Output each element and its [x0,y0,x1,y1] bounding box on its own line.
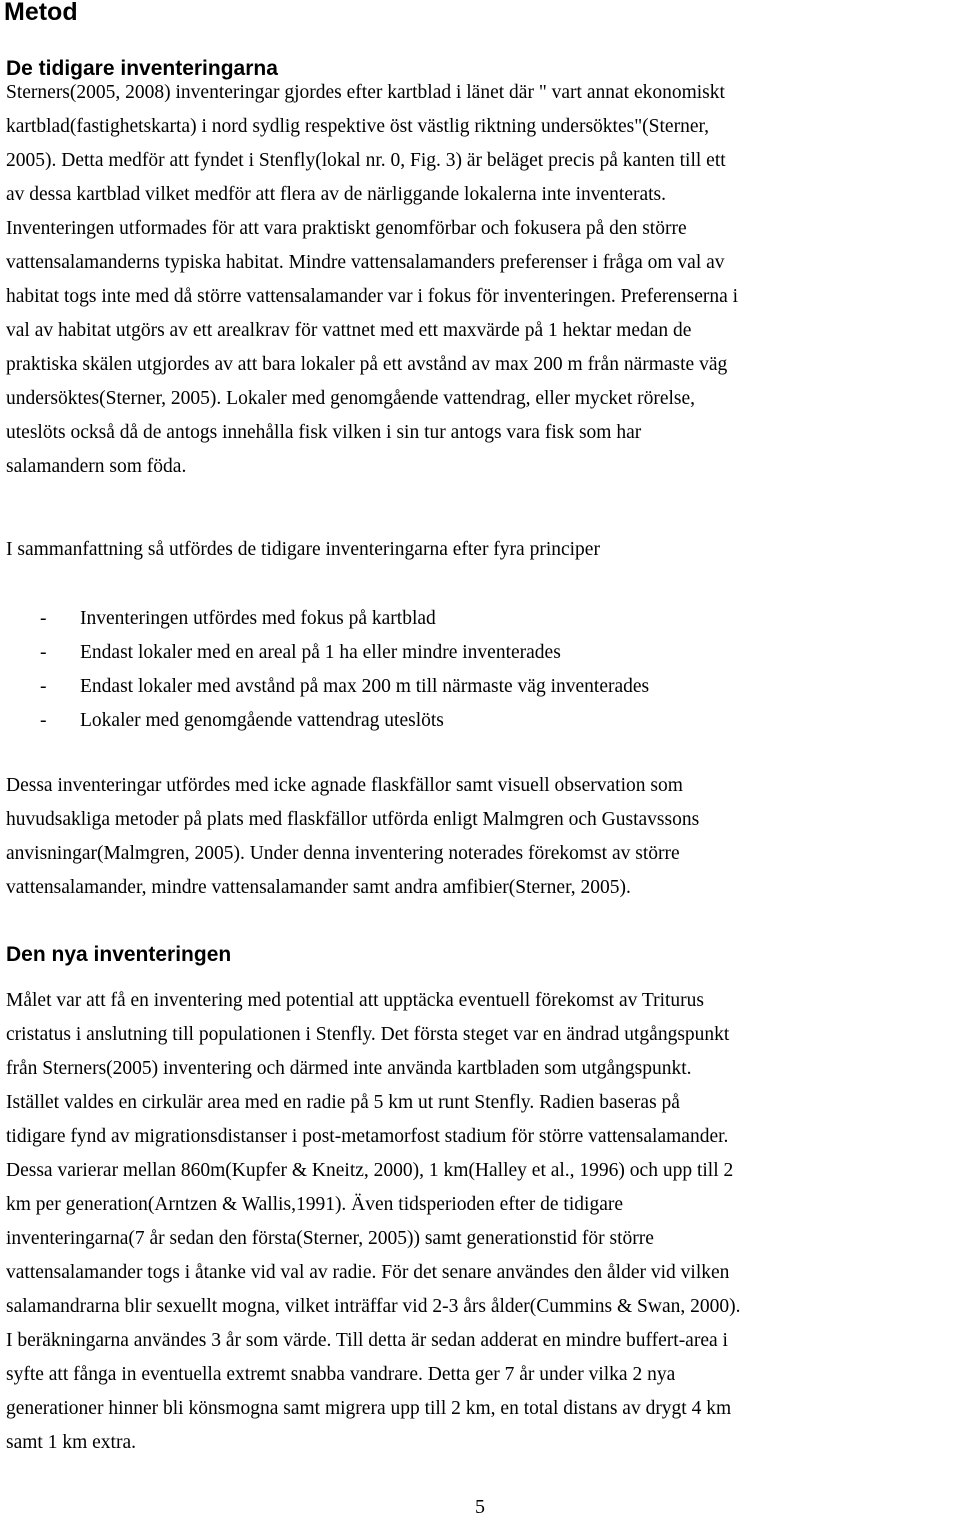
text-line: val av habitat utgörs av ett arealkrav för vattnet med ett maxvärde på 1 hektar medan de [6,320,692,341]
list-item-text: Inventeringen utfördes med fokus på kartblad [80,608,436,629]
text-line: Sterners(2005, 2008) inventeringar gjordes efter kartblad i länet där " vart annat ekonomiskt [6,82,725,103]
text-line: kartblad(fastighetskarta) i nord sydlig respektive öst västlig riktning undersöktes"(Sterner, [6,116,710,137]
subsection-heading-new-inventory: Den nya inventeringen [6,943,232,966]
text-line: från Sterners(2005) inventering och därmed inte använda kartbladen som utgångspunkt. [6,1058,692,1079]
list-item-text: Endast lokaler med avstånd på max 200 m till närmaste väg inventerades [80,676,650,697]
dash-marker: - [40,710,47,731]
text-line: Dessa varierar mellan 860m(Kupfer & Kneitz, 2000), 1 km(Halley et al., 1996) och upp till 2 [6,1160,734,1181]
list-item-text: Lokaler med genomgående vattendrag uteslöts [80,710,444,731]
summary-sentence [6,533,960,567]
dash-marker: - [40,676,47,697]
text-line: salamandrarna blir sexuellt mogna, vilket inträffar vid 2-3 års ålder(Cummins & Swan, 2000). [6,1296,741,1317]
text-line: huvudsakliga metoder på plats med flaskfällor utförda enligt Malmgren och Gustavssons [6,809,700,830]
text-line: samt 1 km extra. [6,1432,136,1453]
subsection-heading-previous-inventories: De tidigare inventeringarna [6,57,278,80]
text-line: vattensalamanderns typiska habitat. Mindre vattensalamanders preferenser i fråga om val av [6,252,725,273]
text-line: cristatus i anslutning till populationen i Stenfly. Det första steget var en ändrad utgångspunkt [6,1024,730,1045]
text-line: Dessa inventeringar utfördes med icke agnade flaskfällor samt visuell observation som [6,775,683,796]
dash-marker: - [40,608,47,629]
list-item [6,602,906,636]
text-line: I sammanfattning så utfördes de tidigare inventeringarna efter fyra principer [6,539,600,560]
text-line: uteslöts också då de antogs innehålla fisk vilken i sin tur antogs vara fisk som har [6,422,642,443]
text-line: Istället valdes en cirkulär area med en radie på 5 km ut runt Stenfly. Radien baseras på [6,1092,680,1113]
text-line: Målet var att få en inventering med potential att upptäcka eventuell förekomst av Triturus [6,990,705,1011]
list-item [6,704,906,738]
text-line: I beräkningarna användes 3 år som värde. Till detta är sedan adderat en mindre buffert-area i [6,1330,728,1351]
text-line: syfte att fånga in eventuella extremt snabba vandrare. Detta ger 7 år under vilka 2 nya [6,1364,676,1385]
text-line: anvisningar(Malmgren, 2005). Under denna inventering noterades förekomst av större [6,843,680,864]
list-item [6,636,906,670]
text-line: tidigare fynd av migrationsdistanser i post-metamorfost stadium för större vattensalamander. [6,1126,729,1147]
text-line: undersöktes(Sterner, 2005). Lokaler med genomgående vattendrag, eller mycket rörelse, [6,388,696,409]
paragraph-new-inventory [6,984,960,1460]
list-item [6,670,906,704]
text-line: inventeringarna(7 år sedan den första(Sterner, 2005)) samt generationstid för större [6,1228,654,1249]
text-line: km per generation(Arntzen & Wallis,1991). Även tidsperioden efter de tidigare [6,1194,623,1215]
text-line: Inventeringen utformades för att vara praktiskt genomförbar och fokusera på den större [6,218,687,239]
text-line: vattensalamander togs i åtanke vid val av radie. För det senare användes den ålder vid vilken [6,1262,730,1283]
text-line: habitat togs inte med då större vattensalamander var i fokus för inventeringen. Preferenserna i [6,286,739,307]
text-line: generationer hinner bli könsmogna samt migrera upp till 2 km, en total distans av drygt 4 km [6,1398,732,1419]
paragraph-previous-inventories [6,76,960,484]
text-line: vattensalamander, mindre vattensalamander samt andra amfibier(Sterner, 2005). [6,877,631,898]
list-item-text: Endast lokaler med en areal på 1 ha eller mindre inventerades [80,642,561,663]
principles-list [6,602,906,738]
text-line: 2005). Detta medför att fyndet i Stenfly(lokal nr. 0, Fig. 3) är beläget precis på kanten till ett [6,150,726,171]
text-line: av dessa kartblad vilket medför att flera av de närliggande lokalerna inte inventerats. [6,184,667,205]
section-title: Metod [4,0,78,26]
text-line: praktiska skälen utgjordes av att bara lokaler på ett avstånd av max 200 m från närmaste väg [6,354,728,375]
page-number: 5 [475,1496,485,1518]
text-line: salamandern som föda. [6,456,187,477]
dash-marker: - [40,642,47,663]
paragraph-methods [6,769,960,905]
